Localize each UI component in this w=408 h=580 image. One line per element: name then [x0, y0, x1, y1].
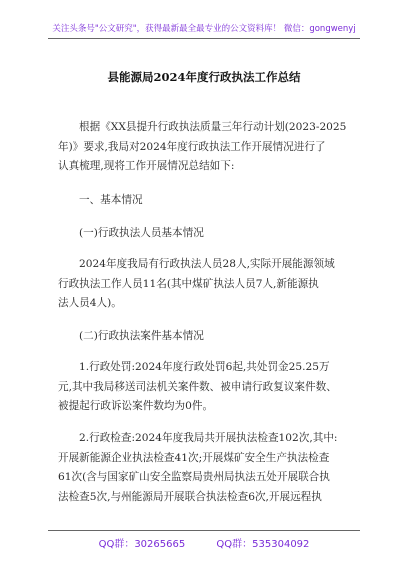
paragraph-penalty	[58, 358, 358, 417]
text-line: 元,其中我局移送司法机关案件数、被申请行政复议案件数、	[58, 380, 337, 393]
section-heading	[58, 191, 358, 211]
text-line: 行政执法工作人员11名(其中煤矿执法人员7人,新能源执	[58, 277, 319, 290]
header-divider	[48, 38, 360, 39]
text-line: 被提起行政诉讼案件数均为0件。	[58, 400, 214, 412]
qq-group-2: QQ群：535304092	[216, 539, 310, 550]
text-line: 根据《XX县提升行政执法质量三年行动计划(2023-2025	[79, 121, 347, 133]
paragraph-inspection	[58, 429, 358, 507]
text-line: (二)行政执法案件基本情况	[79, 330, 204, 342]
text-line: 法检查5次,与州能源局开展联合执法检查6次,开展远程执	[58, 490, 322, 503]
text-line: 61次(含与国家矿山安全监察局贵州局执法五处开展联合执	[58, 471, 330, 483]
footer-divider	[48, 530, 360, 531]
document-title: 县能源局2024年度行政执法工作总结	[107, 70, 301, 84]
text-line: 年)》要求,我局对2024年度行政执法工作开展情况进行了	[58, 140, 326, 153]
qq-group-1: QQ群：30265665	[98, 539, 186, 550]
text-line: (一)行政执法人员基本情况	[79, 227, 204, 239]
footer	[0, 535, 408, 550]
text-line: 2024年度我局有行政执法人员28人,实际开展能源领域	[79, 258, 335, 270]
text-line: 认真梳理,现将工作开展情况总结如下:	[58, 160, 235, 172]
paragraph-personnel	[58, 255, 358, 314]
text-line: 法人员4人)。	[58, 297, 122, 309]
text-line: 开展新能源企业执法检查41次;开展煤矿安全生产执法检查	[58, 451, 330, 464]
paragraph-intro	[58, 118, 358, 177]
subsection-heading	[58, 224, 358, 244]
text-line: 2.行政检查:2024年度我局共开展执法检查102次,其中:	[79, 432, 338, 444]
text-line: 1.行政处罚:2024年度行政处罚6起,共处罚金25.25万	[79, 361, 330, 373]
text-line: 一、基本情况	[79, 194, 143, 206]
header-banner: 关注头条号"公文研究"，获得最新最全最专业的公文资料库！ 微信：gongwenyj	[52, 24, 356, 34]
subsection-heading	[58, 327, 358, 347]
